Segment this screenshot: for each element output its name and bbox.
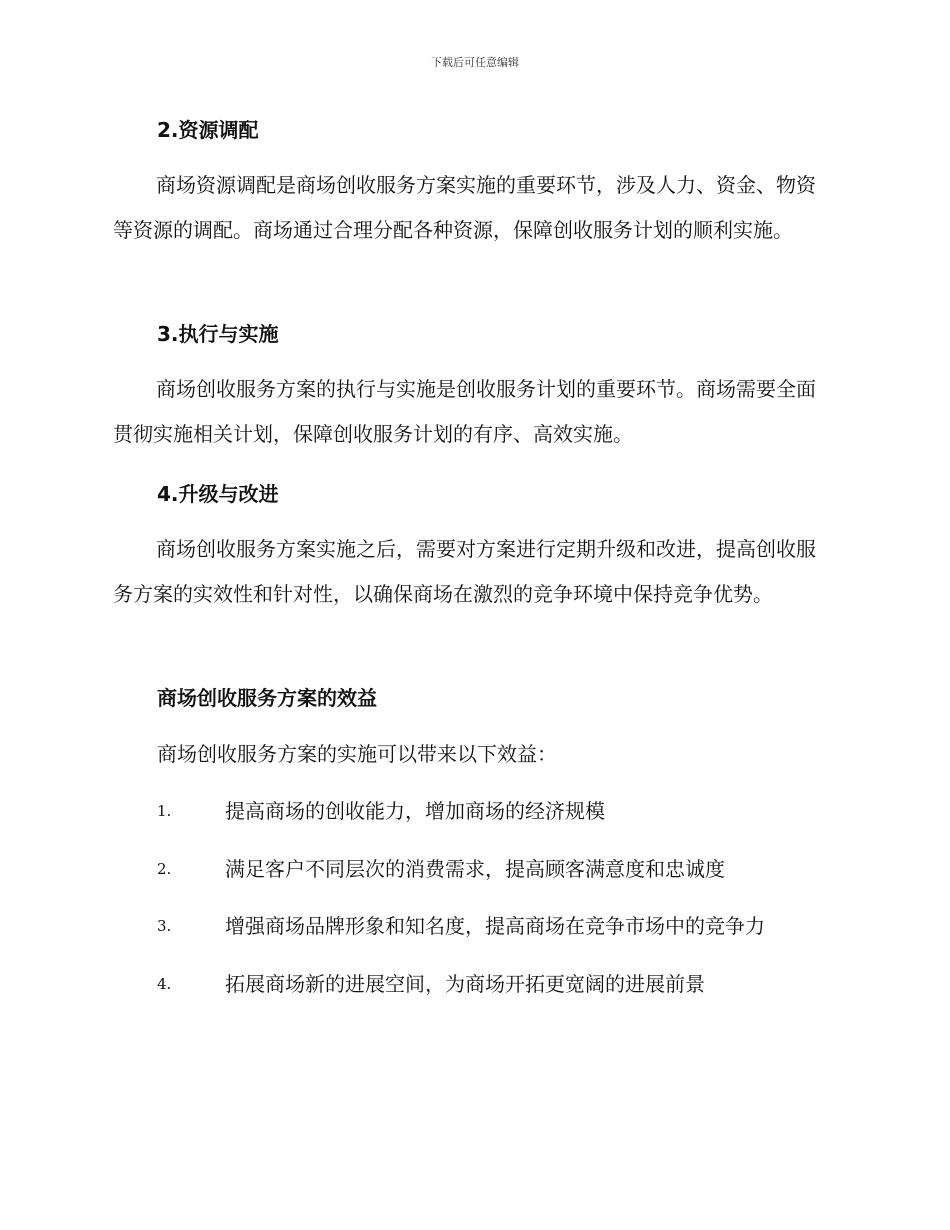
list-number: 2.: [157, 860, 172, 878]
section-heading-upgrade: 4.升级与改进: [157, 482, 279, 506]
list-text: 满足客户不同层次的消费需求，提高顾客满意度和忠诚度: [225, 857, 725, 881]
section-heading-execution: 3.执行与实施: [157, 322, 279, 346]
list-text: 拓展商场新的进展空间，为商场开拓更宽阔的进展前景: [225, 972, 705, 996]
benefits-intro: 商场创收服务方案的实施可以带来以下效益：: [157, 742, 557, 766]
header-note: 下载后可任意编辑: [431, 56, 519, 69]
benefits-heading: 商场创收服务方案的效益: [157, 686, 377, 710]
benefit-list-item: [157, 797, 605, 825]
list-number: 1.: [157, 802, 172, 820]
list-number: 3.: [157, 917, 172, 935]
benefit-list-item: [157, 855, 725, 883]
section-paragraph-upgrade: 商场创收服务方案实施之后，需要对方案进行定期升级和改进，提高创收服务方案的实效性和针对性，以确保商场在激烈的竞争环境中保持竞争优势。: [113, 537, 816, 606]
benefit-list-item: [157, 912, 765, 940]
list-number: 4.: [157, 975, 172, 993]
list-text: 增强商场品牌形象和知名度，提高商场在竞争市场中的竞争力: [225, 914, 765, 938]
section-heading-resource-allocation: 2.资源调配: [157, 118, 259, 142]
list-text: 提高商场的创收能力，增加商场的经济规模: [225, 799, 605, 823]
section-paragraph-execution: 商场创收服务方案的执行与实施是创收服务计划的重要环节。商场需要全面贯彻实施相关计划，保障创收服务计划的有序、高效实施。: [113, 377, 816, 446]
benefit-list-item: [157, 970, 705, 998]
section-paragraph-resource-allocation: 商场资源调配是商场创收服务方案实施的重要环节，涉及人力、资金、物资等资源的调配。商场通过合理分配各种资源，保障创收服务计划的顺利实施。: [113, 173, 816, 242]
